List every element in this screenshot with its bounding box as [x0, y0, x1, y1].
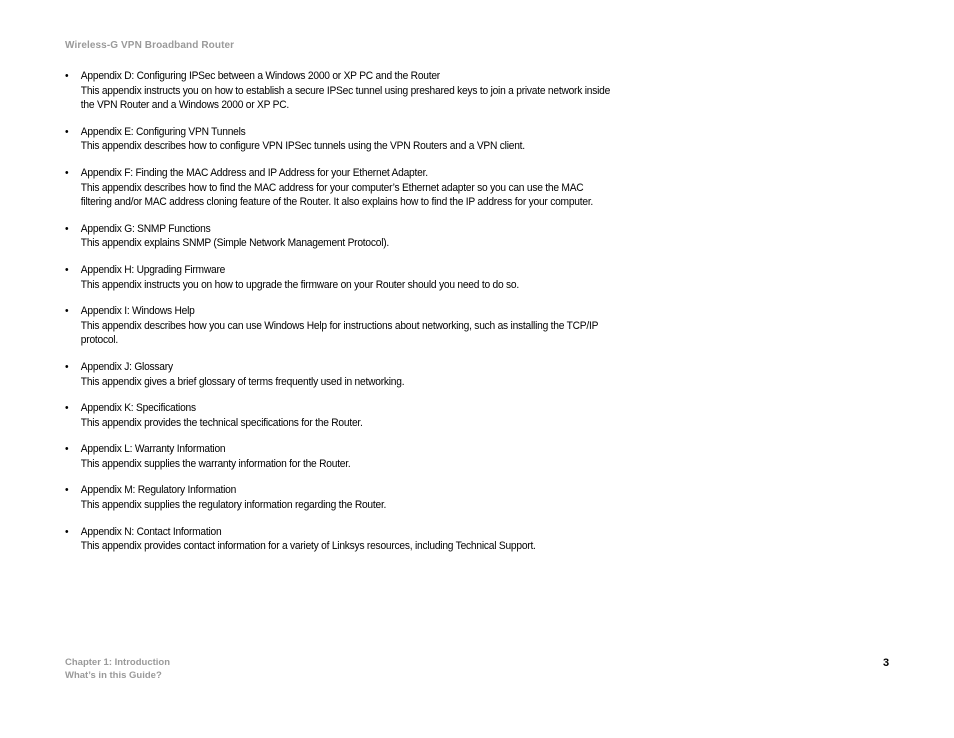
bullet: •: [65, 402, 69, 415]
bullet: •: [65, 125, 69, 138]
page-number: 3: [883, 657, 890, 669]
bullet: •: [65, 222, 69, 235]
appendix-list: [65, 69, 611, 566]
appendix-title: Appendix E: Configuring VPN Tunnels: [80, 125, 246, 138]
appendix-description: This appendix describes how you can use Windows Help for instructions about networking, such as installing the TCP/IP protocol.: [80, 319, 598, 347]
bullet: •: [65, 360, 69, 373]
list-item: [65, 401, 611, 430]
appendix-description: This appendix instructs you on how to establish a secure IPSec tunnel using preshared keys to join a private network inside the VPN Router and a Windows 2000 or XP PC.: [80, 84, 611, 112]
appendix-description: This appendix supplies the warranty information for the Router.: [80, 457, 351, 470]
appendix-description: This appendix provides contact information for a variety of Linksys resources, including Technical Support.: [80, 540, 536, 553]
bullet: •: [65, 166, 69, 179]
list-item: [65, 304, 611, 348]
appendix-title: Appendix K: Specifications: [80, 402, 196, 415]
appendix-description: This appendix explains SNMP (Simple Network Management Protocol).: [80, 237, 390, 250]
running-footer: [65, 657, 170, 682]
appendix-title: Appendix J: Glossary: [80, 360, 173, 373]
bullet: •: [65, 525, 69, 538]
appendix-description: This appendix instructs you on how to upgrade the firmware on your Router should you need to do so.: [80, 278, 519, 291]
list-item: [65, 483, 611, 512]
list-item: [65, 263, 611, 292]
list-item: [65, 442, 611, 471]
footer-section: What’s in this Guide?: [65, 669, 162, 681]
appendix-description: This appendix gives a brief glossary of terms frequently used in networking.: [80, 375, 405, 388]
bullet: •: [65, 484, 69, 497]
footer-chapter: Chapter 1: Introduction: [65, 657, 171, 668]
appendix-title: Appendix F: Finding the MAC Address and IP Address for your Ethernet Adapter.: [80, 166, 428, 179]
appendix-title: Appendix H: Upgrading Firmware: [80, 263, 226, 276]
appendix-description: This appendix describes how to configure VPN IPSec tunnels using the VPN Routers and a VPN client.: [80, 140, 525, 153]
list-item: [65, 166, 611, 210]
appendix-title: Appendix M: Regulatory Information: [80, 484, 237, 497]
bullet: •: [65, 443, 69, 456]
bullet: •: [65, 263, 69, 276]
list-item: [65, 360, 611, 389]
appendix-title: Appendix D: Configuring IPSec between a Windows 2000 or XP PC and the Router: [80, 70, 440, 82]
bullet: •: [65, 305, 69, 318]
appendix-title: Appendix I: Windows Help: [80, 305, 195, 318]
list-item: [65, 69, 611, 113]
list-item: [65, 125, 611, 154]
appendix-description: This appendix describes how to find the MAC address for your computer’s Ethernet adapter so you can use the MAC filtering and/or MAC address cloning feature of the Router. It also explains how to find the IP address for your computer.: [80, 181, 594, 209]
list-item: [65, 222, 611, 251]
bullet: •: [65, 70, 69, 82]
appendix-title: Appendix N: Contact Information: [80, 525, 222, 538]
appendix-description: This appendix provides the technical specifications for the Router.: [80, 416, 363, 429]
appendix-title: Appendix L: Warranty Information: [80, 443, 226, 456]
running-header-title: Wireless-G VPN Broadband Router: [65, 40, 235, 51]
appendix-title: Appendix G: SNMP Functions: [80, 222, 211, 235]
appendix-description: This appendix supplies the regulatory information regarding the Router.: [80, 499, 387, 512]
list-item: [65, 525, 611, 554]
